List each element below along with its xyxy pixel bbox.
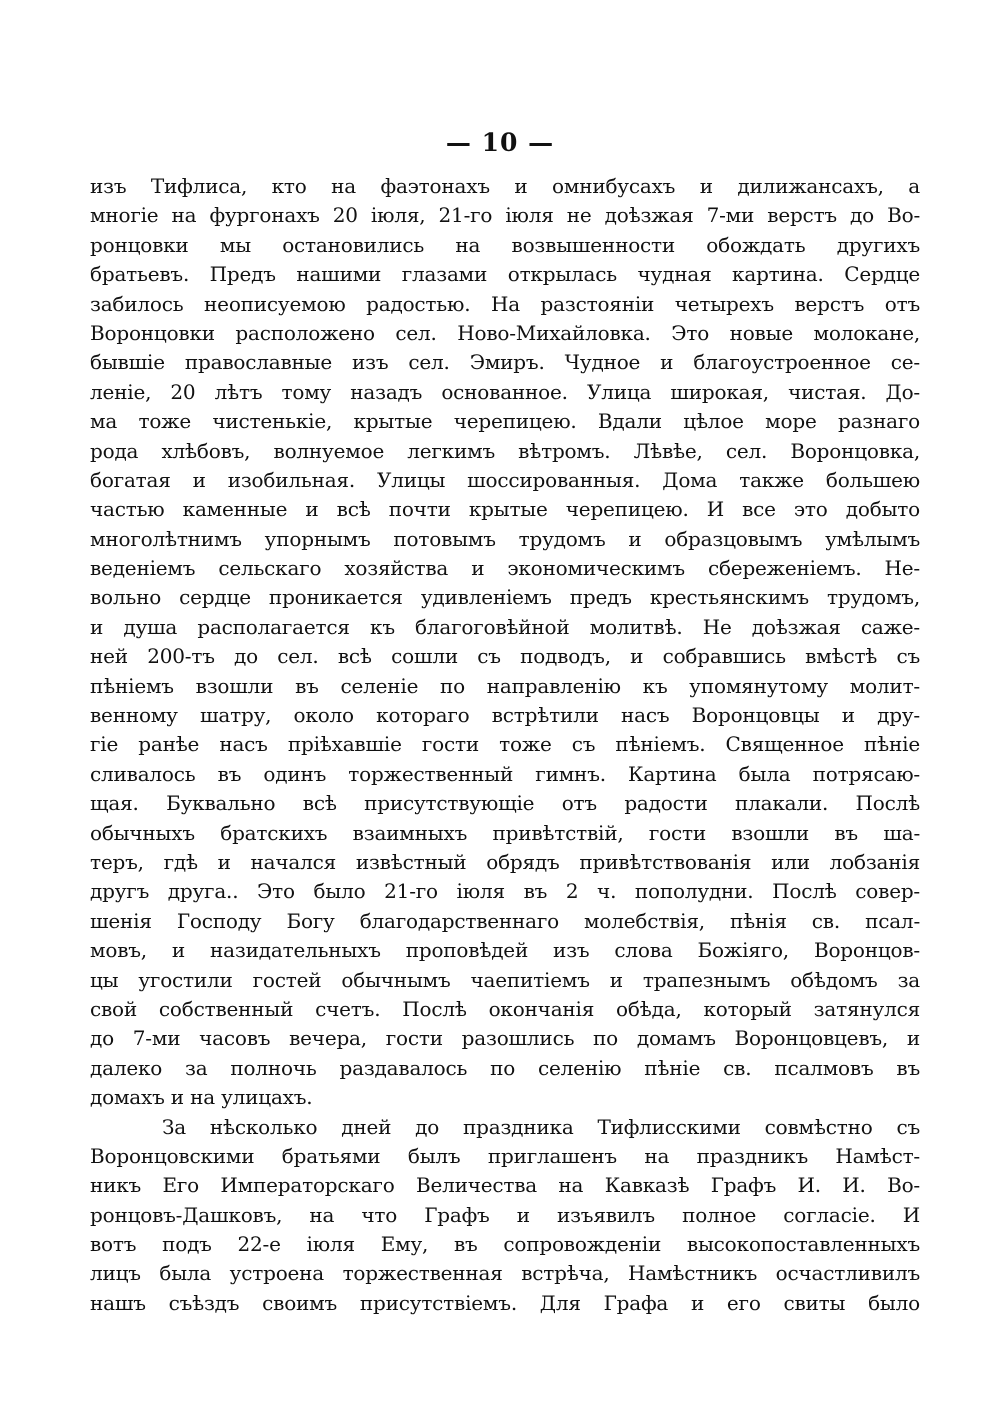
text-line: ма тоже чистенькіе, крытые черепицею. Вдали цѣлое море разнаго [90, 409, 920, 434]
text-line: теръ, гдѣ и начался извѣстный обрядъ привѣтствованія или лобзанія [90, 849, 920, 874]
text-line: многіе на фургонахъ 20 іюля, 21-го іюля не доѣзжая 7-ми верстъ до Во- [90, 203, 920, 228]
text-line: ней 200-тъ до сел. всѣ сошли съ подводъ, и собравшись вмѣстѣ съ [90, 644, 920, 669]
paragraph-end-line: домахъ и на улицахъ. [90, 1085, 313, 1110]
text-line: веденіемъ сельскаго хозяйства и экономическимъ сбереженіемъ. Не- [90, 556, 920, 581]
paragraph-start-line: За нѣсколько дней до праздника Тифлисскими совмѣстно съ [162, 1114, 920, 1139]
page-number: — 10 — [445, 128, 555, 157]
text-line: мовъ, и назидательныхъ проповѣдей изъ слова Божіяго, Воронцов- [90, 938, 920, 963]
text-line: нашъ съѣздъ своимъ присутствіемъ. Для Графа и его свиты было [90, 1290, 920, 1315]
text-line: венному шатру, около котораго встрѣтили насъ Воронцовцы и дру- [90, 703, 920, 728]
text-line: щая. Буквально всѣ присутствующіе отъ радости плакали. Послѣ [90, 791, 920, 816]
text-line: ронцовъ-Дашковъ, на что Графъ и изъявилъ полное согласіе. И [90, 1202, 920, 1227]
body-text [90, 172, 920, 1318]
text-line: гіе ранѣе насъ пріѣхавшіе гости тоже съ пѣніемъ. Священное пѣніе [90, 732, 920, 757]
text-line: пѣніемъ взошли въ селеніе по направленію къ упомянутому молит- [90, 673, 920, 698]
text-line: вотъ подъ 22-е іюля Ему, въ сопровожденіи высокопоставленныхъ [90, 1232, 920, 1257]
text-line: обычныхъ братскихъ взаимныхъ привѣтствій, гости взошли въ ша- [90, 820, 920, 845]
text-line: цы угостили гостей обычнымъ чаепитіемъ и трапезнымъ обѣдомъ за [90, 967, 920, 992]
text-line: далеко за полночь раздавалось по селенію пѣніе св. псалмовъ въ [90, 1055, 920, 1080]
text-line: богатая и изобильная. Улицы шоссированныя. Дома также большею [90, 467, 920, 492]
text-line: до 7-ми часовъ вечера, гости разошлись по домамъ Воронцовцевъ, и [90, 1026, 920, 1051]
text-line: частью каменные и всѣ почти крытые черепицею. И все это добыто [90, 497, 920, 522]
text-line: шенія Господу Богу благодарственнаго молебствія, пѣнія св. псал- [90, 908, 920, 933]
text-line: свой собственный счетъ. Послѣ окончанія обѣда, который затянулся [90, 996, 920, 1021]
text-line: лицъ была устроена торжественная встрѣча, Намѣстникъ осчастливилъ [90, 1261, 920, 1286]
text-line: сливалось въ одинъ торжественный гимнъ. Картина была потрясаю- [90, 761, 920, 786]
text-line: вольно сердце проникается удивленіемъ предъ крестьянскимъ трудомъ, [90, 585, 920, 610]
text-line: многолѣтнимъ упорнымъ потовымъ трудомъ и образцовымъ умѣлымъ [90, 526, 920, 551]
text-line: другъ друга.. Это было 21-го іюля въ 2 ч. пополудни. Послѣ совер- [90, 879, 920, 904]
text-line: изъ Тифлиса, кто на фаэтонахъ и омнибусахъ и дилижансахъ, а [90, 174, 920, 198]
text-line: бывшіе православные изъ сел. Эмиръ. Чудное и благоустроенное се- [90, 350, 920, 375]
text-line: забилось неописуемою радостью. На разстояніи четырехъ верстъ отъ [90, 291, 920, 316]
text-line: никъ Его Императорскаго Величества на Кавказѣ Графъ И. И. Во- [90, 1173, 920, 1198]
text-line: рода хлѣбовъ, волнуемое легкимъ вѣтромъ. Лѣвѣе, сел. Воронцовка, [90, 438, 920, 463]
text-line: и душа располагается къ благоговѣйной молитвѣ. Не доѣзжая саже- [90, 614, 920, 639]
text-line: Воронцовки расположено сел. Ново-Михайловка. Это новые молокане, [90, 320, 920, 345]
text-line: ронцовки мы остановились на возвышенности обождать другихъ [90, 232, 920, 257]
text-line: Воронцовскими братьями былъ приглашенъ на праздникъ Намѣст- [90, 1143, 920, 1168]
text-line: братьевъ. Предъ нашими глазами открылась чудная картина. Сердце [90, 262, 920, 287]
text-line: леніе, 20 лѣтъ тому назадъ основанное. Улица широкая, чистая. До- [90, 379, 920, 404]
